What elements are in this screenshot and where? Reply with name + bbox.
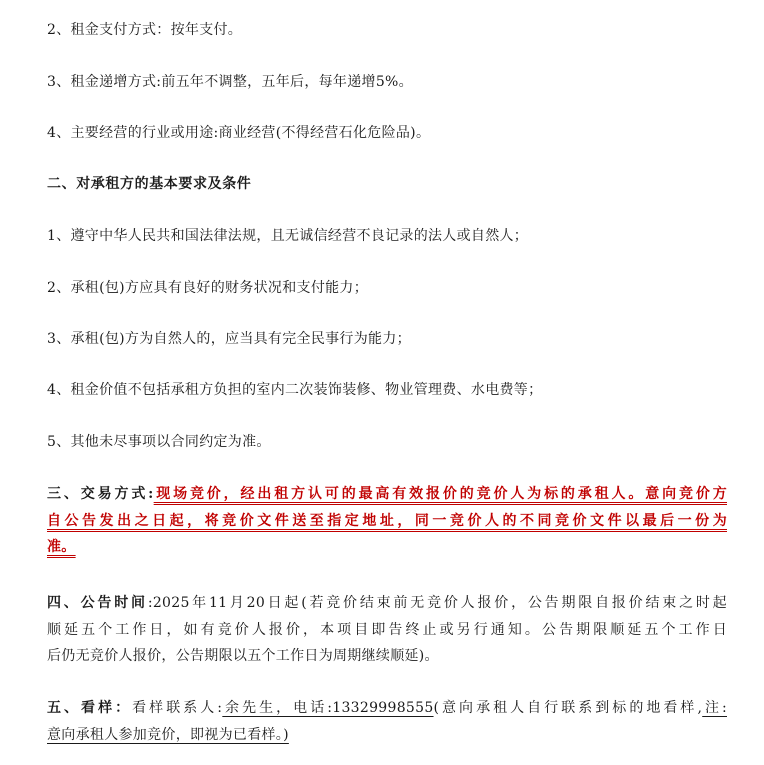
note-label: 注: <box>702 700 727 716</box>
section-3-text-3: 准。 <box>47 539 76 555</box>
section-4-text-1: :2025年11月20日起(若竞价结束前无竞价人报价，公告期限自报价结束之时起 <box>147 595 727 611</box>
section-3-trading-method <box>47 481 727 561</box>
section-4-text-2: 顺延五个工作日，如有竞价人报价，本项目即告终止或另行通知。公告期限顺延五个工作日 <box>47 621 727 638</box>
requirement-item-2: 2、承租(包)方应具有良好的财务状况和支付能力； <box>47 280 369 296</box>
section-4-label: 四、公告时间 <box>47 595 148 611</box>
section-4-line-2 <box>47 617 727 644</box>
contact-info: 余先生，电话:13329998555 <box>222 700 434 716</box>
rent-payment-item: 2、租金支付方式：按年支付。 <box>47 22 243 38</box>
section-4-notice-period <box>47 590 727 670</box>
section-5-middle: (意向承租人自行联系到标的地看样, <box>433 700 703 716</box>
section-3-label: 三、交易方式: <box>47 486 154 502</box>
section-3-text-1: 现场竞价，经出租方认可的最高有效报价的竞价人为标的承租人。意向竞价方 <box>153 486 727 502</box>
rent-increase-item: 3、租金递增方式:前五年不调整，五年后，每年递增5%。 <box>47 74 413 90</box>
requirement-item-5: 5、其他未尽事项以合同约定为准。 <box>47 434 271 450</box>
requirement-item-4: 4、租金价值不包括承租方负担的室内二次装饰装修、物业管理费、水电费等； <box>47 382 543 398</box>
section-3-line-2 <box>47 508 727 535</box>
section-5-viewing <box>47 695 727 748</box>
section-3-text-2: 自公告发出之日起，将竞价文件送至指定地址，同一竞价人的不同竞价文件以最后一份为 <box>47 512 727 529</box>
section-3-line-1 <box>47 481 727 508</box>
section-3-line-3 <box>47 534 727 561</box>
section-5-label: 五、看样： <box>47 700 133 716</box>
section-2-heading: 二、对承租方的基本要求及条件 <box>47 176 252 192</box>
section-5-line-2 <box>47 722 727 749</box>
section-4-text-3: 后仍无竞价人报价，公告期限以五个工作日为周期继续顺延)。 <box>47 648 439 664</box>
note-text: 意向承租人参加竞价，即视为已看样。) <box>47 726 289 743</box>
section-4-line-3 <box>47 643 727 670</box>
section-4-line-1 <box>47 590 727 617</box>
business-use-item: 4、主要经营的行业或用途:商业经营(不得经营石化危险品)。 <box>47 125 431 141</box>
requirement-item-1: 1、遵守中华人民共和国法律法规，且无诚信经营不良记录的法人或自然人； <box>47 228 529 244</box>
requirement-item-3: 3、承租(包)方为自然人的，应当具有完全民事行为能力； <box>47 331 411 347</box>
contact-prefix: 看样联系人: <box>132 700 223 716</box>
section-5-line-1 <box>47 695 727 722</box>
